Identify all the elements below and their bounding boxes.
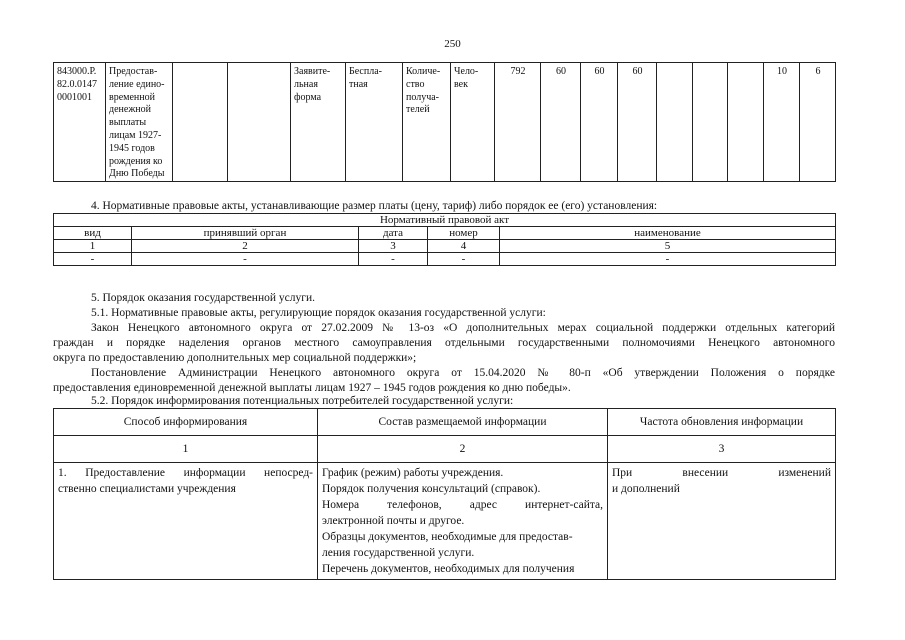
okei-code: 792 bbox=[495, 63, 541, 182]
col-index: 1 bbox=[54, 240, 132, 253]
header-info: Состав размещаемой информации bbox=[318, 409, 608, 436]
value-year-2: 60 bbox=[581, 63, 618, 182]
law-2-line-2: предоставления единовременной денежной выплаты лицам 1927 – 1945 годов рождения ко дню победы». bbox=[53, 382, 571, 394]
page-number: 250 bbox=[444, 38, 461, 50]
value-year-3: 60 bbox=[618, 63, 657, 182]
frequency-cell: При внесении изменений и дополнений bbox=[608, 463, 836, 580]
info-cell: График (режим) работы учреждения. Порядок получения консультаций (справок). Номера телефонов, адрес интернет-сайта, электронной почты и другое. Образцы документов, необходимые для предостав- ления государственной услуги. Перечень документов, необходимых для получения bbox=[318, 463, 608, 580]
legal-acts-table bbox=[53, 213, 836, 266]
section-5-1-heading: 5.1. Нормативные правовые акты, регулирующие порядок оказания государственной услуги: bbox=[91, 307, 546, 319]
col-kind: вид bbox=[54, 227, 132, 240]
index-cell: 2 bbox=[318, 436, 608, 463]
empty-cell bbox=[693, 63, 728, 182]
value-cell: - bbox=[359, 253, 428, 266]
empty-cell bbox=[657, 63, 693, 182]
col-name: наименование bbox=[500, 227, 836, 240]
col-index: 3 bbox=[359, 240, 428, 253]
section-5-2-heading: 5.2. Порядок информирования потенциальных потребителей государственной услуги: bbox=[91, 395, 514, 407]
value-year-1: 60 bbox=[541, 63, 581, 182]
law-1-line-3: округа по предоставлению дополнительных мер социальной поддержки»; bbox=[53, 352, 417, 364]
value-cell: - bbox=[428, 253, 500, 266]
law-1-line-2: граждан и порядке наделения органов местного самоуправления отдельными государственными полномочиями Ненецкого автономного bbox=[53, 337, 835, 349]
col-date: дата bbox=[359, 227, 428, 240]
col-authority: принявший орган bbox=[132, 227, 359, 240]
index-cell: 3 bbox=[608, 436, 836, 463]
service-form: Заявите- льная форма bbox=[291, 63, 346, 182]
law-2-line-1: Постановление Администрации Ненецкого автономного округа от 15.04.2020 № 80-п «Об утверждении Положения о порядке bbox=[91, 367, 835, 379]
header-frequency: Частота обновления информации bbox=[608, 409, 836, 436]
indicator-name: Количе- ство получа- телей bbox=[403, 63, 451, 182]
service-payment: Беспла- тная bbox=[346, 63, 403, 182]
header-method: Способ информирования bbox=[54, 409, 318, 436]
deviation-percent: 10 bbox=[764, 63, 800, 182]
col-index: 2 bbox=[132, 240, 359, 253]
value-cell: - bbox=[500, 253, 836, 266]
col-index: 5 bbox=[500, 240, 836, 253]
legal-acts-title: Нормативный правовой акт bbox=[54, 214, 836, 227]
service-indicator-table bbox=[53, 62, 836, 182]
col-index: 4 bbox=[428, 240, 500, 253]
informing-table bbox=[53, 408, 836, 580]
value-cell: - bbox=[132, 253, 359, 266]
empty-cell bbox=[728, 63, 764, 182]
method-cell: 1. Предоставление информации непосред- ственно специалистами учреждения bbox=[54, 463, 318, 580]
service-code: 843000.Р. 82.0.0147 0001001 bbox=[54, 63, 106, 182]
empty-cell bbox=[228, 63, 291, 182]
deviation-absolute: 6 bbox=[800, 63, 836, 182]
value-cell: - bbox=[54, 253, 132, 266]
index-cell: 1 bbox=[54, 436, 318, 463]
law-1-line-1: Закон Ненецкого автономного округа от 27.02.2009 № 13-оз «О дополнительных мерах социальной поддержки отдельных категорий bbox=[91, 322, 835, 334]
section-4-heading: 4. Нормативные правовые акты, устанавливающие размер платы (цену, тариф) либо порядок ее (его) установления: bbox=[91, 200, 658, 212]
indicator-unit: Чело- век bbox=[451, 63, 495, 182]
col-number: номер bbox=[428, 227, 500, 240]
service-name: Предостав- ление едино- временной денежной выплаты лицам 1927- 1945 годов рождения ко Дню Победы bbox=[106, 63, 173, 182]
empty-cell bbox=[173, 63, 228, 182]
section-5-heading: 5. Порядок оказания государственной услуги. bbox=[91, 292, 315, 304]
